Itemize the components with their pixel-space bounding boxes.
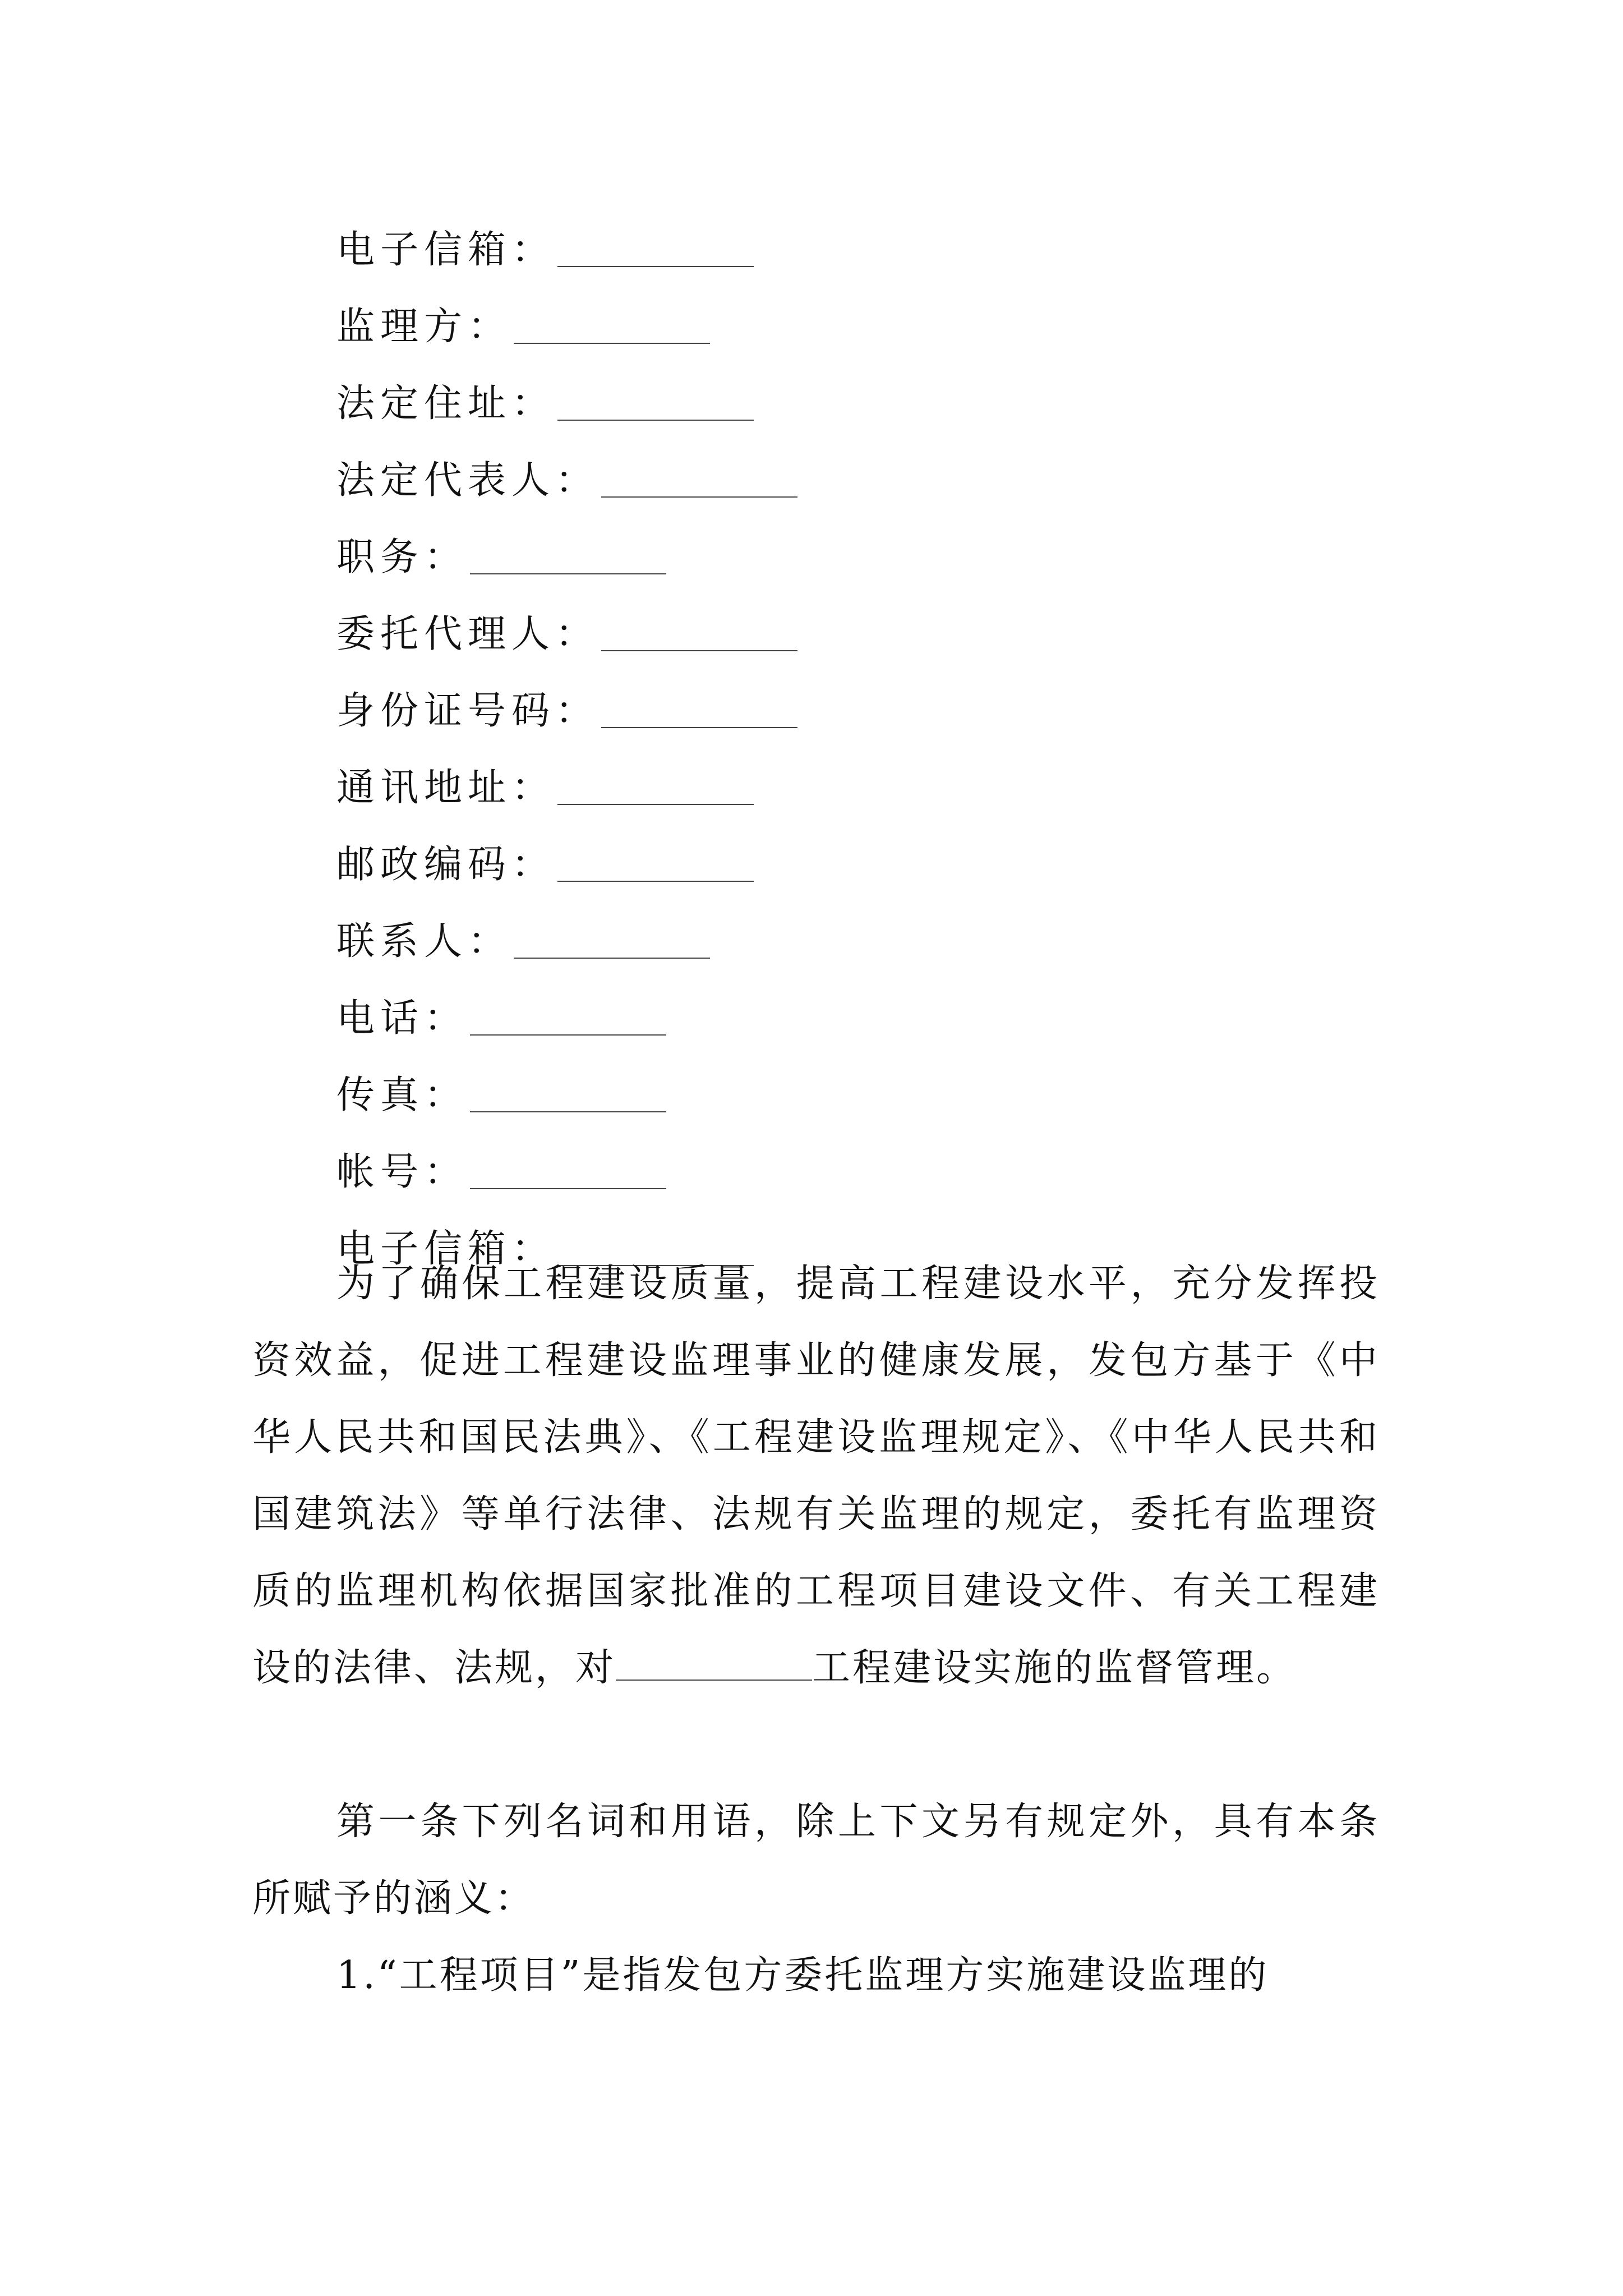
- fill-in-blank: [470, 1111, 666, 1112]
- fill-in-blank: [470, 1034, 666, 1036]
- field-label: 法定代表人：: [336, 458, 600, 503]
- fill-in-blank: [514, 958, 710, 959]
- field-mailing-address: [336, 746, 754, 810]
- fill-in-blank: [601, 727, 797, 728]
- field-label: 通讯地址：: [336, 766, 556, 810]
- item-1-paragraph: 1.“工程项目”是指发包方委托监理方实施建设监理的: [336, 1953, 1269, 1998]
- field-label: 职务：: [336, 535, 468, 579]
- fill-in-blank: [470, 1188, 666, 1189]
- field-label: 电子信箱：: [336, 1227, 556, 1271]
- fill-in-blank: [514, 343, 710, 344]
- field-label: 联系人：: [336, 919, 512, 964]
- fill-in-blank: [557, 881, 754, 882]
- fill-in-blank: [557, 420, 754, 421]
- preamble-text-1: 为了确保工程建设质量，提高工程建设水平，充分发挥投资效益，促进工程建设监理事业的健康发展，发包方基于《中华人民共和国民法典》、《工程建设监理规定》、《中华人民共和国建筑法》等单行法律、法规有关监理的规定，委托有监理资质的监理机构依据国家批准的工程项目建设文件、有关工程建设的法律、法规，对: [252, 1262, 1380, 1690]
- fill-in-blank: [601, 496, 797, 498]
- field-label: 帐号：: [336, 1150, 468, 1194]
- preamble-paragraph: [252, 1245, 1380, 1706]
- field-postal-code: [336, 822, 754, 887]
- field-supervisor: [336, 284, 710, 349]
- field-label: 电话：: [336, 996, 468, 1041]
- field-fax: [336, 1053, 666, 1115]
- field-label: 委托代理人：: [336, 612, 600, 656]
- field-label: 电子信箱：: [336, 228, 556, 272]
- field-label: 传真：: [336, 1073, 468, 1117]
- field-authorized-agent: [336, 592, 797, 654]
- field-legal-representative: [336, 438, 797, 503]
- fill-in-blank: [557, 266, 754, 267]
- field-contact-person: [336, 899, 710, 964]
- fill-in-blank: [601, 650, 797, 651]
- project-name-blank: [616, 1680, 812, 1681]
- fill-in-blank: [557, 804, 754, 805]
- field-legal-address: [336, 361, 754, 426]
- article-1-paragraph: 第一条下列名词和用语，除上下文另有规定外，具有本条所赋予的涵义：: [252, 1800, 1380, 1921]
- field-position: [336, 515, 666, 577]
- field-account-number: [336, 1130, 666, 1194]
- field-id-number: [336, 669, 797, 733]
- field-label: 法定住址：: [336, 381, 556, 426]
- field-label: 身份证号码：: [336, 689, 600, 733]
- fill-in-blank: [470, 573, 666, 574]
- field-email-1: [336, 208, 754, 272]
- field-phone: [336, 976, 666, 1041]
- field-label: 监理方：: [336, 305, 512, 349]
- preamble-text-2: 工程建设实施的监督管理。: [812, 1646, 1297, 1690]
- field-label: 邮政编码：: [336, 843, 556, 887]
